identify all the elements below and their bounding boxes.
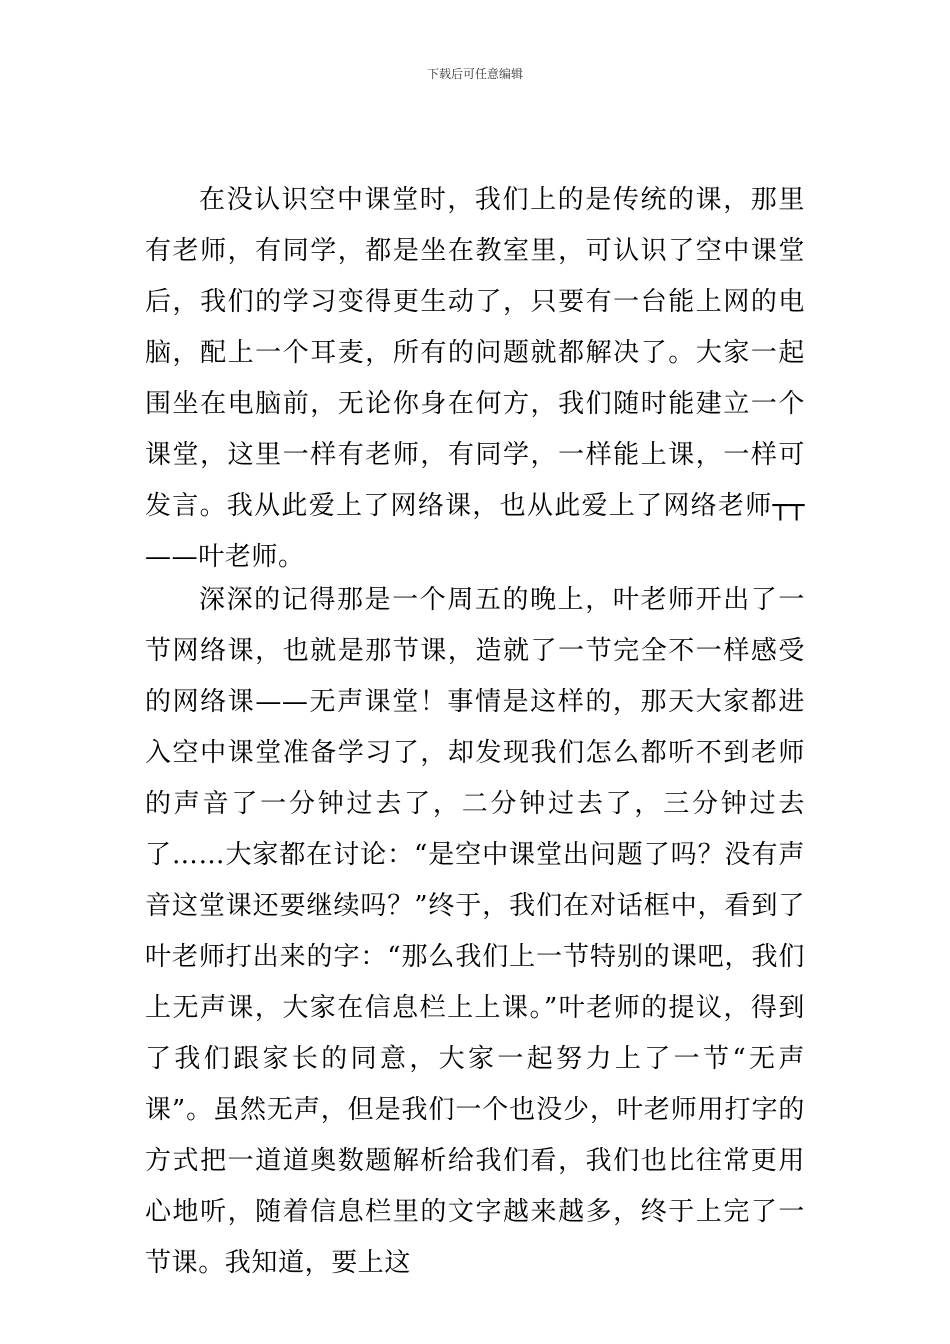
document-body <box>145 0 805 1344</box>
paragraph: 在没认识空中课堂时，我们上的是传统的课，那里有老师，有同学，都是坐在教室里，可认识了空中课堂后，我们的学习变得更生动了，只要有一台能上网的电脑，配上一个耳麦，所有的问题就都解决了。大家一起围坐在电脑前，无论你身在何方，我们随时能建立一个课堂，这里一样有老师，有同学，一样能上课，一样可发言。我从此爱上了网络课，也从此爱上了网络老师┬┬——叶老师。 <box>145 185 805 572</box>
paragraph: 深深的记得那是一个周五的晚上，叶老师开出了一节网络课，也就是那节课，造就了一节完全不一样感受的网络课——无声课堂！事情是这样的，那天大家都进入空中课堂准备学习了，却发现我们怎么都听不到老师的声音了一分钟过去了，二分钟过去了，三分钟过去了……大家都在讨论：“是空中课堂出问题了吗？没有声音这堂课还要继续吗？”终于，我们在对话框中，看到了叶老师打出来的字：“那么我们上一节特别的课吧，我们上无声课，大家在信息栏上上课。”叶老师的提议，得到了我们跟家长的同意，大家一起努力上了一节“无声课”。虽然无声，但是我们一个也没少，叶老师用打字的方式把一道道奥数题解析给我们看，我们也比往常更用心地听，随着信息栏里的文字越来越多，终于上完了一节课。我知道，要上这 <box>145 585 805 1278</box>
page-header: 下载后可任意编辑 <box>426 67 523 81</box>
